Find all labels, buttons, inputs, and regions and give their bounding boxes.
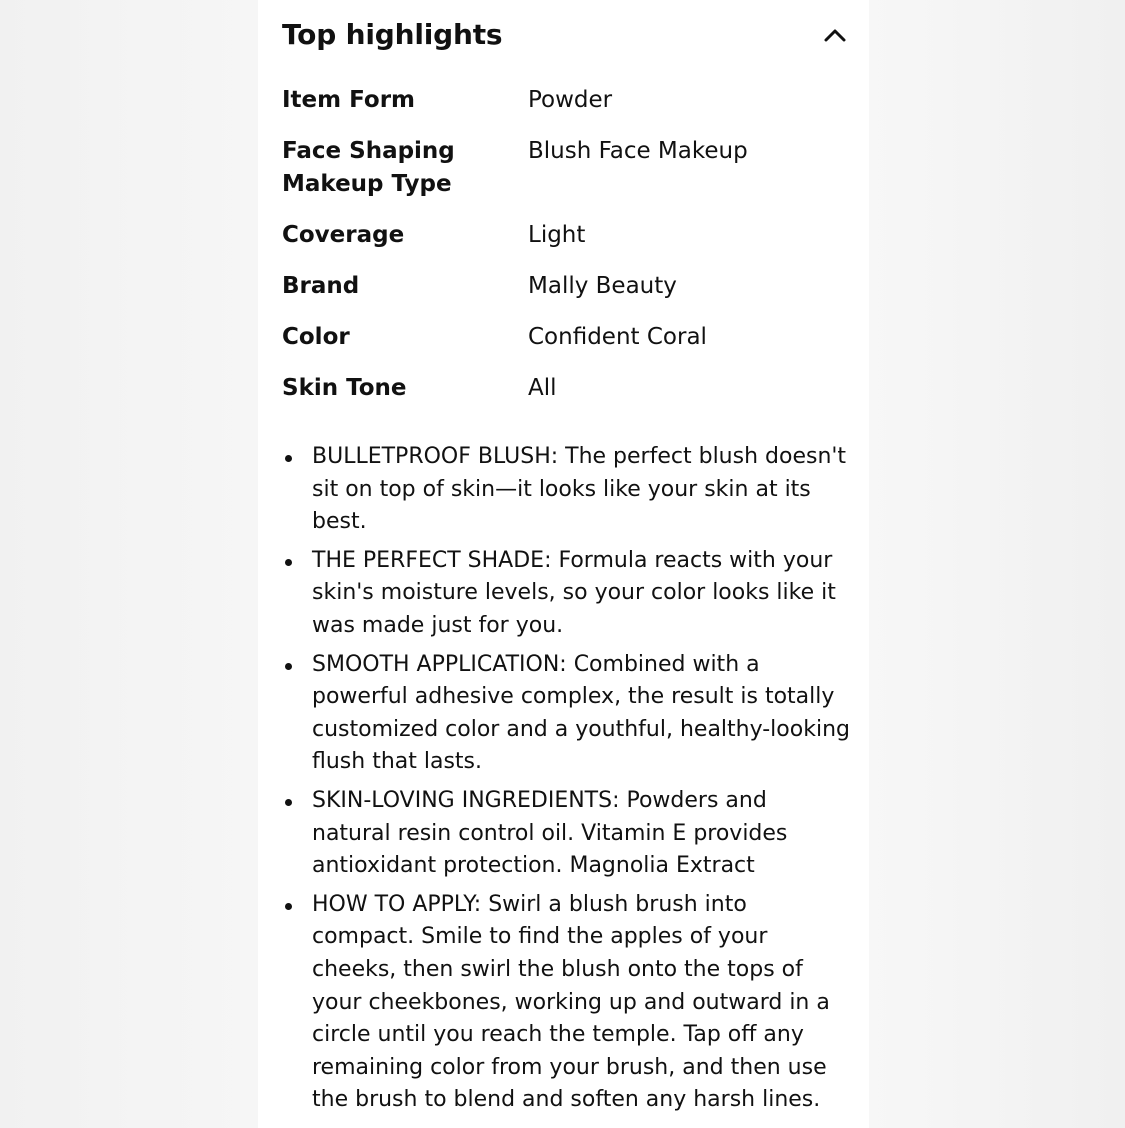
spec-value: Confident Coral (528, 324, 707, 350)
list-item (282, 889, 852, 1117)
spec-label: Item Form (282, 87, 416, 113)
bullet-icon (285, 559, 292, 566)
top-highlights-panel (258, 0, 869, 1128)
spec-row-coverage (282, 219, 852, 252)
background-left (0, 0, 258, 1128)
spec-value: Mally Beauty (528, 273, 677, 299)
spec-label: Face Shaping Makeup Type (282, 138, 455, 197)
spec-label: Color (282, 324, 350, 350)
bullet-icon (285, 903, 292, 910)
section-title: Top highlights (282, 18, 503, 51)
bullet-text: SKIN-LOVING INGREDIENTS: Powders and natural resin control oil. Vitamin E provides antioxidant protection. Magnolia Extract (312, 787, 788, 879)
list-item (282, 649, 852, 779)
spec-row-skin-tone (282, 372, 852, 405)
top-highlights-header[interactable] (282, 14, 852, 62)
bullet-text: SMOOTH APPLICATION: Combined with a powerful adhesive complex, the result is totally customized color and a youthful, healthy-looking flush that lasts. (312, 651, 850, 775)
bullet-text: THE PERFECT SHADE: Formula reacts with your skin's moisture levels, so your color looks like it was made just for you. (312, 547, 836, 638)
chevron-up-icon[interactable] (820, 20, 850, 50)
background-right (869, 0, 1125, 1128)
spec-row-makeup-type (282, 135, 852, 201)
bullet-icon (285, 799, 292, 806)
spec-label: Coverage (282, 222, 405, 248)
list-item (282, 441, 852, 539)
spec-label: Skin Tone (282, 375, 407, 401)
spec-row-color (282, 321, 852, 354)
spec-label: Brand (282, 273, 360, 299)
bullet-icon (285, 455, 292, 462)
spec-row-item-form (282, 84, 852, 117)
spec-value: Blush Face Makeup (528, 138, 748, 164)
list-item (282, 785, 852, 883)
spec-value: Light (528, 222, 586, 248)
bullet-icon (285, 663, 292, 670)
specs-table (282, 84, 852, 423)
bullet-text: BULLETPROOF BLUSH: The perfect blush doesn't sit on top of skin—it looks like your skin at its best. (312, 444, 847, 535)
spec-row-brand (282, 270, 852, 303)
spec-value: Powder (528, 87, 613, 113)
spec-value: All (528, 375, 557, 401)
feature-bullet-list (282, 441, 852, 1123)
list-item (282, 545, 852, 643)
bullet-text: HOW TO APPLY: Swirl a blush brush into compact. Smile to find the apples of your cheeks, then swirl the blush onto the tops of your cheekbones, working up and outward in a circle until you reach the temple. Tap off any remaining color from your brush, and then use the brush to blend and soften any harsh lines. (312, 891, 830, 1113)
